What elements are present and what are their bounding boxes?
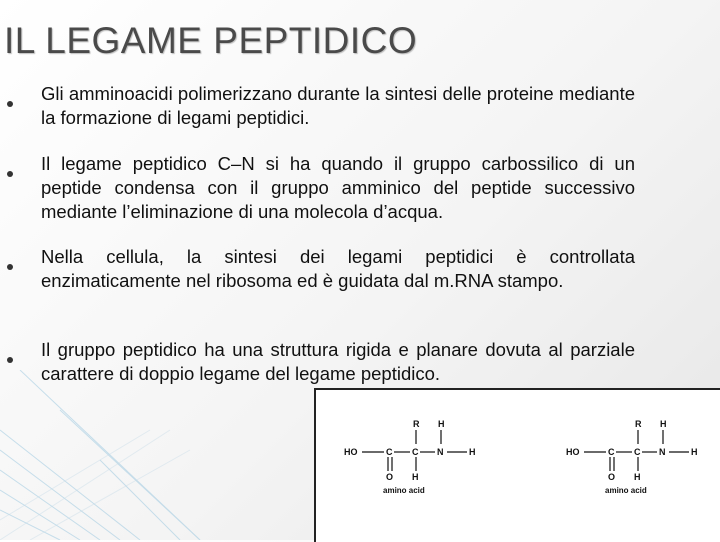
carbon-label: C [386,447,393,457]
bullet-text: Gli amminoacidi polimerizzano durante la sintesi delle proteine mediante la formazione di legami peptidici. [41,83,635,128]
background-decoration [0,370,320,540]
hydrogen-label: H [691,447,698,457]
r-group-label: R [413,419,420,429]
bullet-text: Il legame peptidico C–N si ha quando il gruppo carbossilico di un peptide condensa con il gruppo amminico del peptide successivo mediante l’eliminazione di una molecola d’acqua. [41,153,635,222]
alpha-carbon-label: C [634,447,641,457]
amino-acid-figure [314,388,720,542]
bullet-text: Il gruppo peptidico ha una struttura rigida e planare dovuta al parziale carattere di doppio legame del legame peptidico. [41,339,635,384]
hydrogen-label: H [412,472,419,482]
amino-acid-structures [316,390,720,542]
carbon-label: C [608,447,615,457]
amino-acid-structure [566,419,698,495]
bullet-icon [7,264,13,270]
ho-label: HO [344,447,358,457]
hydrogen-label: H [469,447,476,457]
hydrogen-label: H [660,419,667,429]
hydrogen-label: H [634,472,641,482]
nitrogen-label: N [437,447,444,457]
ho-label: HO [566,447,580,457]
molecule-caption: amino acid [383,486,425,495]
bullet-text: Nella cellula, la sintesi dei legami peptidici è controllata enzimaticamente nel ribosoma ed è guidata dal m.RNA stampo. [41,246,635,291]
hydrogen-label: H [438,419,445,429]
oxygen-label: O [386,472,394,482]
molecule-caption: amino acid [605,486,647,495]
amino-acid-structure [344,419,476,495]
page-title: IL LEGAME PEPTIDICO [4,20,418,61]
oxygen-label: O [608,472,616,482]
bullet-icon [7,357,13,363]
nitrogen-label: N [659,447,666,457]
alpha-carbon-label: C [412,447,419,457]
bullet-icon [7,171,13,177]
r-group-label: R [635,419,642,429]
bullet-icon [7,101,13,107]
